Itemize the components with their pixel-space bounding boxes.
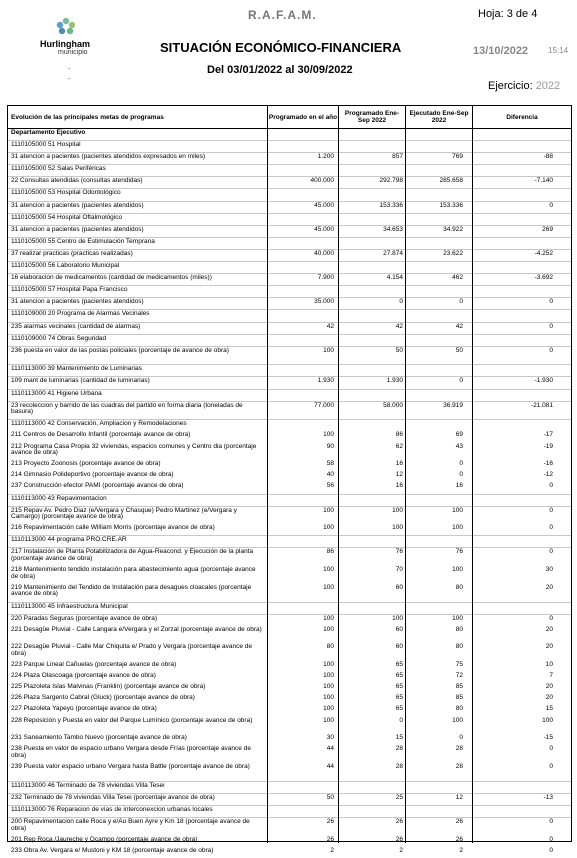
cell-programado-periodo: 65: [395, 705, 403, 713]
cell-description: 37 realizar practicas (practicas realizadas): [11, 249, 133, 257]
cell-description: 219 Mantenimiento del Tendido de Instalación para desagues cloacales (porcentaje avance de obra): [11, 583, 252, 598]
table-row: [8, 643, 571, 661]
table-row: [8, 836, 571, 847]
cell-ejecutado: 75: [455, 661, 463, 669]
table-row: [8, 683, 571, 694]
cell-diferencia: 0: [549, 745, 553, 753]
table-row: [8, 364, 571, 376]
cell-programado-periodo: 42: [395, 322, 403, 330]
report-period: Del 03/01/2022 al 30/09/2022: [207, 64, 353, 76]
cell-ejecutado: 23.622: [443, 249, 463, 257]
cell-diferencia: 0: [549, 818, 553, 825]
table-row: [8, 334, 571, 346]
cell-programado-anio: 77.000: [314, 401, 334, 409]
table-row: [8, 524, 571, 535]
cell-ejecutado: 26: [455, 835, 463, 843]
ejercicio-label: Ejercicio:: [488, 80, 533, 92]
cell-description: 1110109000 20 Programa de Alarmas Vecinales: [11, 310, 150, 318]
table-row: [8, 140, 571, 152]
cell-description: 16 elaboracion de medicamentos (cantidad de medicamentos (miles)): [11, 274, 212, 282]
cell-programado-anio: 45.000: [314, 225, 334, 233]
table-row: [8, 566, 571, 584]
table-row: [8, 547, 571, 566]
cell-ejecutado: 16: [455, 482, 463, 490]
cell-description: 1110113000 41 Higiene Urbana: [11, 389, 102, 397]
cell-programado-periodo: 28: [395, 763, 403, 771]
cell-ejecutado: 100: [452, 614, 463, 622]
cell-description: 31 atencion a pacientes (pacientes atendidos): [11, 201, 144, 209]
cell-ejecutado: 285.658: [439, 177, 463, 185]
table-row: [8, 535, 571, 547]
table-row: [8, 188, 571, 200]
cell-description: 1110105000 54 Hospital Oftalmológico: [11, 213, 123, 221]
cell-diferencia: 269: [542, 225, 553, 233]
table-row: [8, 346, 571, 365]
cell-diferencia: -7.140: [534, 177, 553, 185]
table-row: [8, 152, 571, 164]
table-row: [8, 309, 571, 321]
cell-programado-periodo: 62: [395, 442, 403, 450]
cell-description: 1110105000 51 Hospital: [11, 141, 81, 149]
cell-ejecutado: 80: [455, 705, 463, 713]
col-header-programado-periodo: Programado Ene-Sep 2022: [344, 110, 400, 124]
cell-diferencia: 0: [549, 201, 553, 209]
cell-description: 220 Paradas Seguras (porcentaje avance de obra): [11, 614, 157, 622]
cell-description: 1110105000 53 Hospital Odontológico: [11, 189, 121, 197]
cell-programado-periodo: 0: [399, 716, 403, 724]
cell-description: 212 Programa Casa Propia 32 viviendas, espacios comunes y Centro dia (porcentaje avance de obra): [11, 442, 257, 457]
cell-programado-periodo: 1.930: [386, 377, 403, 385]
report-title: SITUACIÓN ECONÓMICO-FINANCIERA: [160, 40, 402, 55]
cell-programado-anio: 58: [326, 460, 334, 468]
cell-ejecutado: 76: [455, 548, 463, 556]
table-row: [8, 672, 571, 683]
table-row: [8, 389, 571, 401]
cell-diferencia: -21.081: [530, 401, 553, 409]
cell-programado-periodo: 857: [392, 153, 403, 161]
cell-ejecutado: 42: [455, 322, 463, 330]
cell-programado-periodo: 12: [395, 471, 403, 479]
report-date: 13/10/2022: [473, 45, 529, 57]
cell-diferencia: 20: [545, 583, 553, 591]
cell-programado-anio: 90: [326, 442, 334, 450]
column-divider: [472, 106, 473, 843]
cell-description: 221 Desagüe Pluvial - Calle Langara e/Vergara y el Zorzal (porcentaje avance de obra): [11, 625, 262, 633]
table-row: [8, 506, 571, 525]
cell-programado-periodo: 65: [395, 672, 403, 680]
cell-programado-anio: 100: [323, 716, 334, 724]
cell-description: 235 alarmas vecinales (cantidad de alarmas): [11, 322, 141, 330]
table-row: [8, 781, 571, 793]
table-row: [8, 661, 571, 672]
cell-ejecutado: 0: [459, 460, 463, 468]
cell-programado-periodo: 153.336: [379, 201, 403, 209]
cell-description: 31 atencion a pacientes (pacientes atendidos): [11, 225, 144, 233]
cell-ejecutado: 85: [455, 683, 463, 691]
col-header-diferencia: Diferencia: [506, 113, 538, 121]
cell-programado-periodo: 65: [395, 694, 403, 702]
cell-diferencia: 15: [545, 705, 553, 713]
cell-description: 31 atencion a pacientes (pacientes atendidos expresados en miles): [11, 153, 206, 161]
cell-programado-periodo: 100: [392, 614, 403, 622]
cell-ejecutado: 12: [455, 793, 463, 801]
cell-description: 215 Repav Av. Pedro Diaz (e/Vergara y Chasque) Pedro Martinez (e/Vergara y Camargo) (porcentaje avance de obra): [11, 506, 237, 521]
cell-programado-periodo: 15: [395, 734, 403, 742]
table-row: [8, 225, 571, 237]
cell-diferencia: 20: [545, 625, 553, 633]
cell-description: 217 Instalación de Planta Potabilizadora de Agua-Reacond. y Ejecución de la planta (porcentaje avance de obra): [11, 548, 254, 563]
cell-diferencia: -17: [543, 431, 553, 439]
cell-programado-anio: 44: [326, 745, 334, 753]
cell-description: 214 Gimnasio Polideportivo (porcentaje avance de obra): [11, 471, 174, 479]
cell-diferencia: 0: [549, 548, 553, 556]
cell-description: 1110113000 44 programa PRO.CRE.AR: [11, 536, 127, 544]
cell-diferencia: -3.692: [534, 274, 553, 282]
cell-programado-anio: 44: [326, 763, 334, 771]
cell-programado-anio: 50: [326, 793, 334, 801]
cell-programado-periodo: 100: [392, 506, 403, 514]
cell-diferencia: 0: [549, 846, 553, 854]
municipality-subtitle: municipio: [58, 49, 88, 56]
table-row: [8, 584, 571, 602]
cell-ejecutado: 769: [452, 153, 463, 161]
cell-ejecutado: 26: [455, 818, 463, 825]
cell-description: 1110113000 43 Repavimentacion: [11, 494, 107, 502]
cell-diferencia: 20: [545, 683, 553, 691]
report-time: 15:14: [548, 46, 569, 55]
cell-description: 31 atencion a pacientes (pacientes atendidos): [11, 298, 144, 306]
col-header-programado-anio: Programado en el año: [268, 113, 338, 121]
cell-programado-anio: 100: [323, 694, 334, 702]
system-name: R.A.F.A.M.: [248, 8, 317, 22]
cell-programado-anio: 100: [323, 705, 334, 713]
cell-ejecutado: 50: [455, 346, 463, 354]
cell-ejecutado: 153.336: [439, 201, 463, 209]
cell-description: 1110105000 55 Centro de Estimulación Temprana: [11, 237, 155, 245]
cell-programado-periodo: 86: [395, 431, 403, 439]
table-row: [8, 745, 571, 763]
cell-programado-anio: 100: [323, 346, 334, 354]
cell-description: 1110113000 76 Reparacion de vías de interconexcion urbanas locales: [11, 805, 213, 813]
cell-programado-anio: 100: [323, 524, 334, 532]
cell-ejecutado: 462: [452, 274, 463, 282]
cell-diferencia: -88: [543, 153, 553, 161]
cell-programado-periodo: 70: [395, 566, 403, 574]
cell-programado-periodo: 58.000: [383, 401, 403, 409]
col-header-description: Evolución de las principales metas de programas: [11, 113, 164, 121]
cell-ejecutado: 0: [459, 471, 463, 479]
column-divider: [338, 106, 339, 843]
cell-programado-periodo: 27.874: [383, 249, 403, 257]
cell-programado-anio: 45.000: [314, 201, 334, 209]
cell-programado-periodo: 292.798: [379, 177, 403, 185]
table-row: [8, 817, 571, 836]
cell-programado-anio: 100: [323, 506, 334, 514]
table-row: [8, 419, 571, 431]
cell-programado-anio: 100: [323, 625, 334, 633]
table-body: [8, 129, 571, 858]
cell-programado-anio: 100: [323, 683, 334, 691]
cell-diferencia: 0: [549, 506, 553, 514]
cell-programado-periodo: 34.653: [383, 225, 403, 233]
cell-description: 201 Rep Roca /Jaureche y Ocampo (porcentaje avance de obra): [11, 835, 198, 843]
column-divider: [405, 106, 406, 843]
cell-diferencia: -15: [543, 734, 553, 742]
table-row: [8, 213, 571, 225]
cell-description: 223 Parque Lineal Cañuelas (porcentaje avance de obra): [11, 661, 177, 669]
table-row: [8, 285, 571, 297]
table-row: [8, 805, 571, 817]
cell-programado-anio: 86: [326, 548, 334, 556]
cell-ejecutado: 0: [459, 734, 463, 742]
table-row: [8, 237, 571, 249]
cell-programado-anio: 35.000: [314, 298, 334, 306]
cell-programado-periodo: 50: [395, 346, 403, 354]
cell-description: Departamento Ejecutivo: [11, 129, 86, 136]
cell-diferencia: -4.252: [534, 249, 553, 257]
cell-description: 1110113000 45 Infraestructura Municipal: [11, 602, 128, 610]
cell-programado-periodo: 16: [395, 482, 403, 490]
cell-programado-periodo: 16: [395, 460, 403, 468]
metas-table: [7, 105, 572, 854]
cell-description: 200 Repavimentacion calle Roca y e/Au Buen Ayre y Km 18 (porcentaje avance de obra): [11, 818, 250, 832]
table-header: [8, 106, 571, 129]
cell-description: 226 Plaza Sargento Cabral (Gluck) (porcentaje avance de obra): [11, 694, 195, 702]
cell-description: 237 Construcción efector PAMI (porcentaje avance de obra): [11, 482, 184, 490]
cell-programado-anio: 100: [323, 431, 334, 439]
cell-programado-anio: 1.200: [317, 153, 334, 161]
cell-ejecutado: 0: [459, 377, 463, 385]
ejercicio-value: 2022: [535, 80, 561, 92]
table-row: [8, 482, 571, 493]
cell-programado-anio: 42: [326, 322, 334, 330]
cell-description: 228 Reposición y Puesta en valor del Parque Lumínico (porcentaje avance de obra): [11, 716, 253, 724]
table-row: [8, 273, 571, 285]
cell-programado-anio: 40.000: [314, 249, 334, 257]
cell-description: 236 puesta en valor de las postas policiales (porcentaje de avance de obra): [11, 346, 229, 354]
cell-diferencia: -19: [543, 442, 553, 450]
table-row: [8, 431, 571, 442]
ejercicio: [488, 80, 560, 92]
cell-description: 232 Terminado de 78 viviendas Villa Tesei (porcentaje avance de obra): [11, 793, 215, 801]
table-row: [8, 401, 571, 420]
cell-programado-periodo: 28: [395, 745, 403, 753]
cell-diferencia: 20: [545, 643, 553, 651]
cell-ejecutado: 100: [452, 524, 463, 532]
cell-diferencia: 30: [545, 566, 553, 574]
column-divider: [267, 106, 268, 843]
col-header-ejecutado: Ejecutado Ene-Sep 2022: [409, 110, 469, 124]
cell-description: 231 Saneamiento Tambo Nuevo (porcentaje avance de obra): [11, 734, 187, 742]
cell-ejecutado: 43: [455, 442, 463, 450]
cell-ejecutado: 85: [455, 694, 463, 702]
cell-diferencia: 0: [549, 298, 553, 306]
cell-ejecutado: 28: [455, 763, 463, 771]
cell-programado-anio: 7.900: [317, 274, 334, 282]
cell-programado-anio: 26: [326, 818, 334, 825]
cell-ejecutado: 2: [459, 846, 463, 854]
cell-description: 1110113000 39 Mantenimiento de Luminarias: [11, 365, 142, 373]
cell-diferencia: 0: [549, 346, 553, 354]
table-row: [8, 297, 571, 309]
cell-description: 222 Desagüe Pluvial - Calle Mar Chiquita e/ Prado y Vergara (porcentaje avance de obra): [11, 643, 252, 657]
cell-description: 1110109000 74 Obras Seguridad: [11, 334, 107, 342]
cell-ejecutado: 80: [455, 643, 463, 651]
cell-ejecutado: 0: [459, 298, 463, 306]
table-row: [8, 460, 571, 471]
cell-diferencia: -13: [543, 793, 553, 801]
cell-ejecutado: 69: [455, 431, 463, 439]
cell-description: 23 recoleccion y barrido de las cuadras del partido en forma diaria (toneladas de basura): [11, 401, 243, 416]
cell-programado-anio: 100: [323, 661, 334, 669]
cell-description: 1110113000 42 Conservación, Ampliacion y Remodelaciones: [11, 420, 187, 428]
cell-programado-anio: 100: [323, 614, 334, 622]
table-row: [8, 249, 571, 261]
cell-ejecutado: 28: [455, 745, 463, 753]
cell-description: 211 Centros de Desarrollo Infantil (porcentaje avance de obra): [11, 431, 191, 439]
logo-dots: . .: [68, 62, 71, 81]
table-row: [8, 717, 571, 735]
cell-description: 213 Proyecto Zoonosis (porcentaje avance de obra): [11, 460, 161, 468]
cell-programado-anio: 1.930: [317, 377, 334, 385]
table-row: [8, 261, 571, 273]
cell-ejecutado: 100: [452, 506, 463, 514]
cell-diferencia: 0: [549, 835, 553, 843]
table-row: [8, 129, 571, 140]
cell-programado-periodo: 76: [395, 548, 403, 556]
table-row: [8, 793, 571, 805]
cell-ejecutado: 72: [455, 672, 463, 680]
cell-description: 109 mant de luminarias (cantidad de luminarias): [11, 377, 150, 385]
cell-programado-anio: 2: [330, 846, 334, 854]
cell-diferencia: 0: [549, 322, 553, 330]
table-row: [8, 164, 571, 176]
cell-description: 1110105000 52 Salas Periféricas: [11, 165, 106, 173]
table-row: [8, 763, 571, 781]
cell-programado-periodo: 4.154: [386, 274, 403, 282]
cell-programado-periodo: 65: [395, 661, 403, 669]
cell-programado-periodo: 26: [395, 835, 403, 843]
cell-programado-periodo: 60: [395, 643, 403, 651]
cell-diferencia: 20: [545, 694, 553, 702]
cell-description: 218 Mantenimiento tendido instalación para abastecimiento agua (porcentaje avance de obra): [11, 566, 256, 580]
table-row: [8, 494, 571, 506]
cell-programado-periodo: 2: [399, 846, 403, 854]
cell-diferencia: 0: [549, 482, 553, 490]
cell-diferencia: -1.930: [534, 377, 553, 385]
cell-description: 1110113000 46 Terminado de 78 viviendas Villa Tesei: [11, 781, 165, 789]
cell-programado-periodo: 0: [399, 298, 403, 306]
municipality-name: Hurlingham: [40, 39, 91, 49]
table-row: [8, 176, 571, 188]
cell-diferencia: 0: [549, 763, 553, 771]
cell-description: 225 Plazoleta Islas Malvinas (Franklin) (porcentaje avance de obra): [11, 683, 206, 691]
cell-programado-anio: 100: [323, 672, 334, 680]
cell-programado-anio: 26: [326, 835, 334, 843]
cell-description: 1110105000 56 Laboratorio Municipal: [11, 262, 120, 270]
table-row: [8, 847, 571, 858]
table-row: [8, 602, 571, 614]
cell-programado-periodo: 100: [392, 524, 403, 532]
cell-description: 233 Obra Av. Vergara e/ Mustoni y KM 18 (porcentaje avance de obra): [11, 846, 214, 854]
cell-programado-anio: 30: [326, 734, 334, 742]
cell-programado-anio: 100: [323, 566, 334, 574]
table-row: [8, 471, 571, 482]
cell-description: 216 Repavimentación calle William Morris (porcentaje avance de obra): [11, 524, 215, 532]
page-indicator: Hoja: 3 de 4: [478, 8, 538, 20]
cell-ejecutado: 34.922: [443, 225, 463, 233]
cell-description: 238 Puesta en valor de espacio urbano Vergara desde Frías (porcentaje avance de obra): [11, 745, 251, 759]
cell-ejecutado: 80: [455, 583, 463, 591]
cell-ejecutado: 36.919: [443, 401, 463, 409]
cell-programado-periodo: 60: [395, 625, 403, 633]
cell-description: 239 Puesta valor espacio urbano Vergara hasta Battle (porcentaje avance de obra): [11, 763, 250, 771]
cell-programado-anio: 100: [323, 583, 334, 591]
cell-description: 227 Plazoleta Yapeyú (porcentaje avance de obra): [11, 705, 157, 713]
cell-programado-anio: 40: [326, 471, 334, 479]
cell-description: 224 Plaza Olascoaga (porcentaje avance de obra): [11, 672, 156, 680]
cell-programado-anio: 56: [326, 482, 334, 490]
cell-programado-periodo: 26: [395, 818, 403, 825]
cell-description: 1110105000 57 Hospital Papa Francisco: [11, 286, 128, 294]
cell-diferencia: 10: [545, 661, 553, 669]
cell-diferencia: 0: [549, 524, 553, 532]
cell-programado-anio: 80: [326, 643, 334, 651]
cell-ejecutado: 100: [452, 716, 463, 724]
table-row: [8, 694, 571, 705]
cell-programado-periodo: 25: [395, 793, 403, 801]
table-row: [8, 201, 571, 213]
table-row: [8, 614, 571, 626]
cell-diferencia: 7: [549, 672, 553, 680]
table-row: [8, 322, 571, 334]
cell-description: 22 Consultas atendidas (consultas atendidas): [11, 177, 143, 185]
cell-ejecutado: 80: [455, 625, 463, 633]
cell-programado-periodo: 60: [395, 583, 403, 591]
cell-diferencia: -16: [543, 460, 553, 468]
table-row: [8, 705, 571, 716]
cell-programado-periodo: 65: [395, 683, 403, 691]
table-row: [8, 376, 571, 388]
cell-ejecutado: 100: [452, 566, 463, 574]
table-row: [8, 626, 571, 644]
cell-diferencia: -12: [543, 471, 553, 479]
cell-diferencia: 0: [549, 614, 553, 622]
table-row: [8, 734, 571, 745]
cell-diferencia: 100: [542, 716, 553, 724]
table-row: [8, 443, 571, 461]
cell-programado-anio: 400.000: [310, 177, 334, 185]
